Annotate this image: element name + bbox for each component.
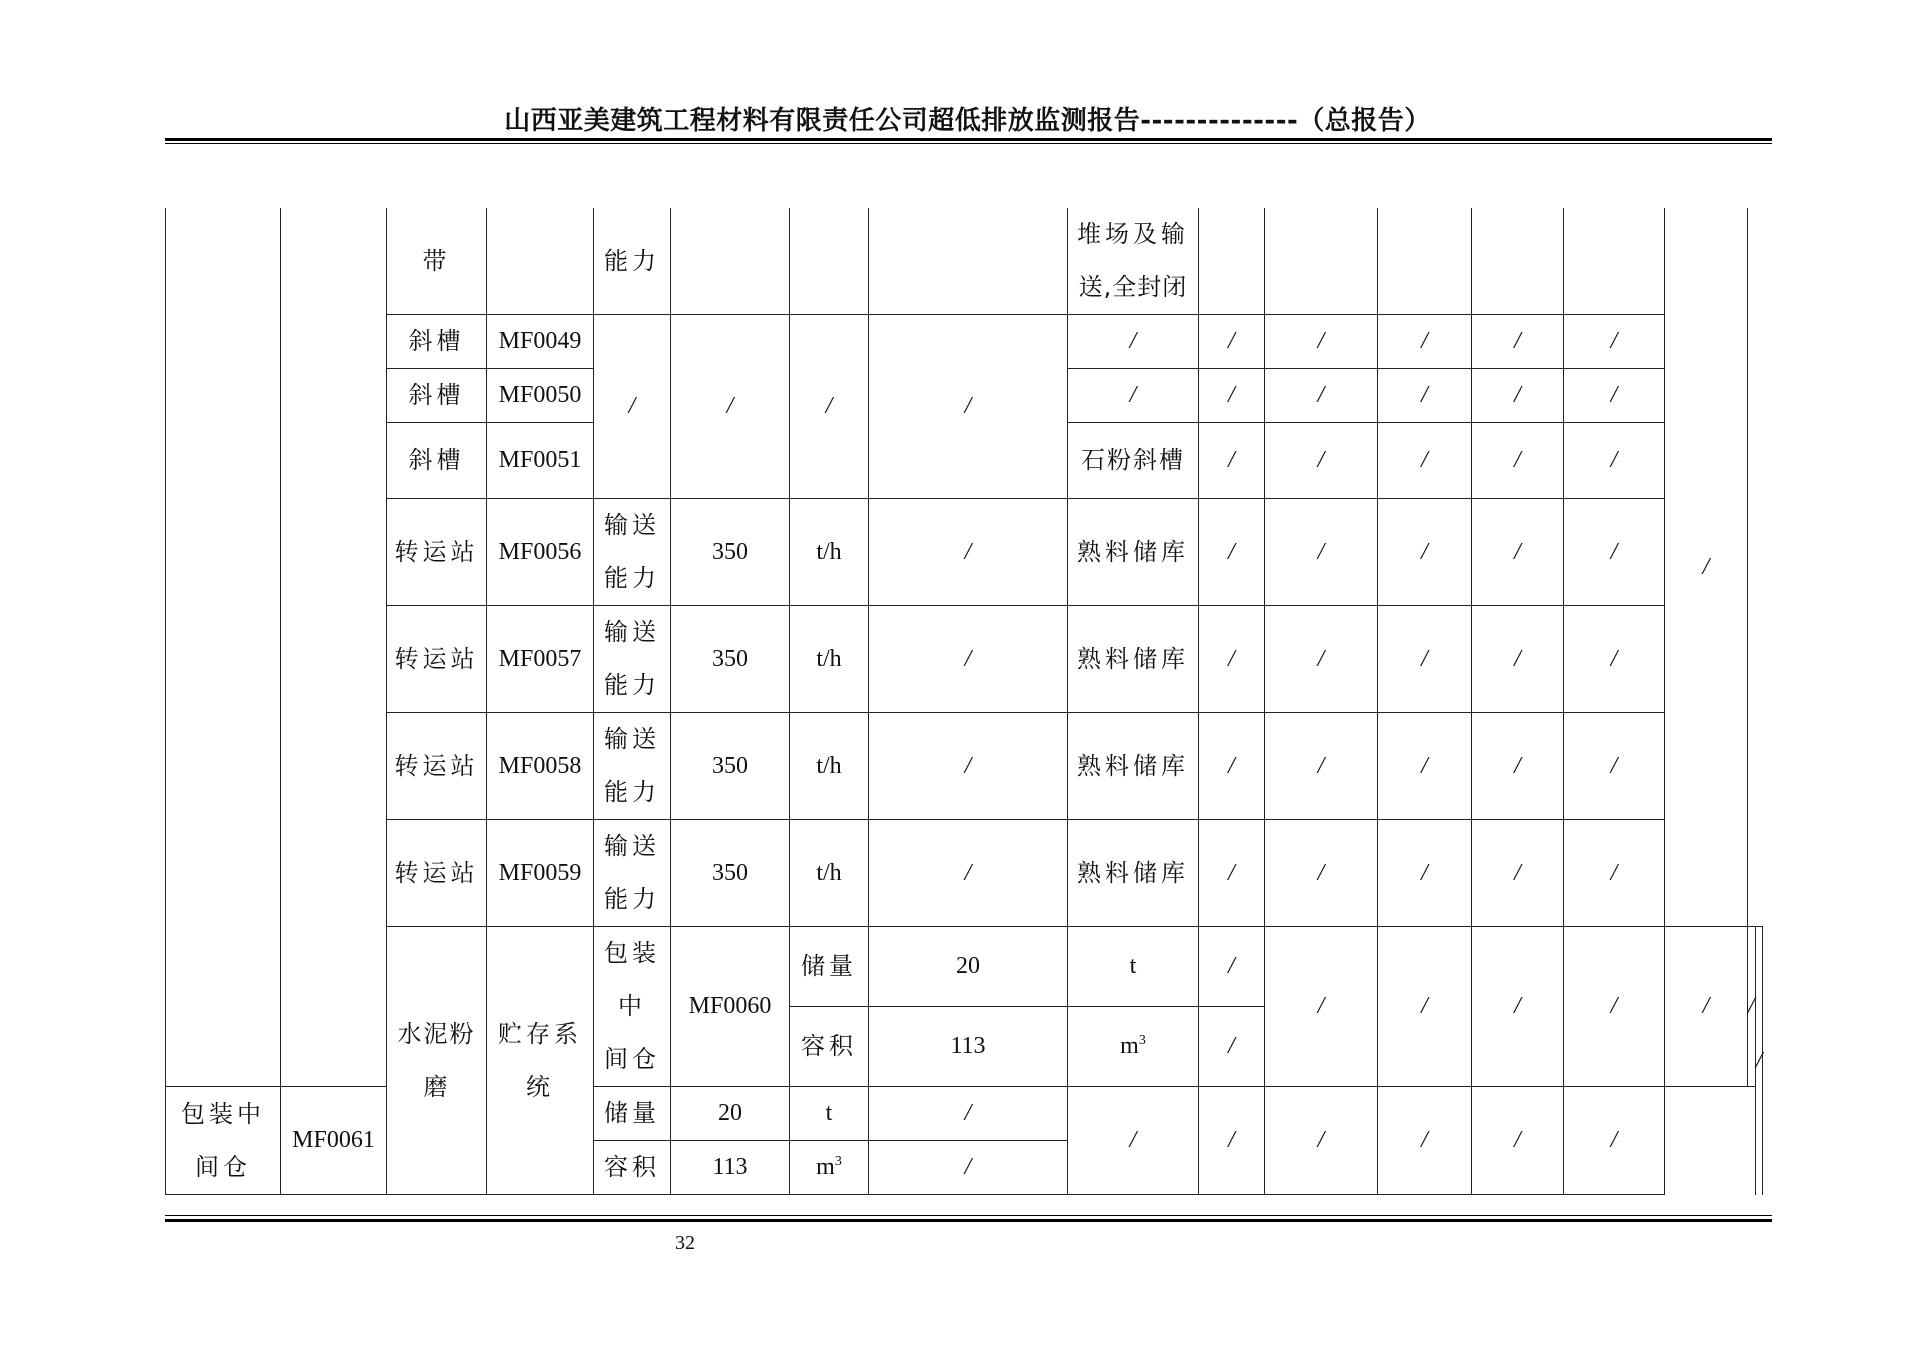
slash-cell: / (1265, 499, 1378, 606)
header-rule-thin (165, 143, 1772, 144)
bin-code: MF0061 (281, 1087, 387, 1195)
station-unit: t/h (790, 820, 869, 927)
slash-cell: / (1265, 315, 1378, 369)
unit-sup: 3 (1138, 1033, 1146, 1048)
station-unit: t/h (790, 606, 869, 713)
chute-code: MF0050 (487, 369, 594, 423)
bin-metric: 储量 (790, 927, 869, 1007)
chute-code: MF0049 (487, 315, 594, 369)
station-c8: / (869, 713, 1068, 820)
station-value: 350 (671, 713, 790, 820)
metric-line-1: 输送 (604, 832, 660, 860)
report-header-title: 山西亚美建筑工程材料有限责任公司超低排放监测报告--------------（总报告） (504, 106, 1431, 136)
slash-cell: / (1472, 369, 1564, 423)
metric-line-1: 输送 (604, 618, 660, 646)
station-value: 350 (671, 499, 790, 606)
note-cell (1068, 208, 1199, 315)
note-line-1: 堆场及输 (1077, 220, 1189, 248)
slash-cell: / (1472, 820, 1564, 927)
chute-value: / (671, 315, 790, 499)
chute-note: / (1068, 369, 1199, 423)
unit-base: m (816, 1154, 835, 1180)
last-col-merged (1665, 208, 1748, 927)
monitoring-table (165, 208, 1763, 1195)
slash-cell: / (1378, 315, 1472, 369)
bin-unit: t (1068, 927, 1199, 1007)
metric-line-2: 能力 (604, 778, 660, 806)
slash-cell: / (1199, 1087, 1265, 1195)
metric-line-1: 输送 (604, 725, 660, 753)
system-cell-storage (487, 927, 594, 1195)
unit-cell (790, 208, 869, 315)
station-note: 熟料储库 (1068, 606, 1199, 713)
station-metric (594, 606, 671, 713)
bin-value: 113 (869, 1007, 1068, 1087)
chute-metric: / (594, 315, 671, 499)
empty-cell (1199, 208, 1265, 315)
slash-cell: / (1265, 369, 1378, 423)
metric-line-2: 能力 (604, 564, 660, 592)
empty-cell (1265, 208, 1378, 315)
bin-metric: 容积 (594, 1141, 671, 1195)
slash-cell: / (1472, 927, 1564, 1087)
bin-value: 113 (671, 1141, 790, 1195)
metric-cell: 能力 (594, 208, 671, 315)
bin-code: MF0060 (671, 927, 790, 1087)
slash-cell: / (1199, 369, 1265, 423)
empty-cell (1472, 208, 1564, 315)
slash-cell: / (1564, 820, 1665, 927)
slash-cell: / (1265, 927, 1378, 1087)
station-code: MF0057 (487, 606, 594, 713)
chute-code: MF0051 (487, 423, 594, 499)
slash-cell: / (1378, 1087, 1472, 1195)
slash-cell: / (1378, 820, 1472, 927)
bin-metric: 容积 (790, 1007, 869, 1087)
note-line-2: 送,全封闭 (1078, 273, 1188, 301)
station-value: 350 (671, 606, 790, 713)
chute-c8: / (869, 315, 1068, 499)
station-c8: / (869, 820, 1068, 927)
slash-cell: / (1265, 423, 1378, 499)
metric-line-2: 能力 (604, 885, 660, 913)
station-note: 熟料储库 (1068, 499, 1199, 606)
slash-cell: / (1378, 606, 1472, 713)
bin-name-line-1: 包装中 (604, 939, 660, 1020)
slash-cell: / (1472, 423, 1564, 499)
slash-cell: / (1564, 606, 1665, 713)
system-line-1: 贮存系 (498, 1019, 582, 1048)
slash-cell: / (1199, 820, 1265, 927)
chute-note: / (1068, 315, 1199, 369)
slash-cell: / (1265, 820, 1378, 927)
unit-base: m (1120, 1033, 1139, 1059)
bin-c8: / (869, 1087, 1068, 1141)
slash-cell: / (1564, 423, 1665, 499)
footer-rule-thick (165, 1219, 1772, 1222)
bin-value: 20 (671, 1087, 790, 1141)
chute-note: 石粉斜槽 (1068, 423, 1199, 499)
chute-name: 斜槽 (387, 423, 487, 499)
station-metric (594, 499, 671, 606)
slash-cell: / (1265, 713, 1378, 820)
bin-name (594, 927, 671, 1087)
footer-rule-thin (165, 1215, 1772, 1216)
empty-cell (1564, 208, 1665, 315)
slash-cell: / (1564, 1087, 1665, 1195)
station-name: 转运站 (387, 713, 487, 820)
slash-cell: / (1199, 315, 1265, 369)
slash-cell: / (1378, 423, 1472, 499)
slash-cell: / (1472, 1087, 1564, 1195)
empty-cell (1378, 208, 1472, 315)
station-unit: t/h (790, 713, 869, 820)
bin-c8: / (869, 1141, 1068, 1195)
slash-mark: / (1702, 554, 1710, 580)
value-cell (671, 208, 790, 315)
bin-unit: t (790, 1087, 869, 1141)
slash-cell: / (1378, 927, 1472, 1087)
station-value: 350 (671, 820, 790, 927)
system-line-2: 统 (526, 1072, 554, 1101)
slash-cell: / (1564, 369, 1665, 423)
station-code: MF0056 (487, 499, 594, 606)
slash-cell: / (1472, 606, 1564, 713)
slash-cell: / (1068, 1087, 1199, 1195)
slash-cell: / (1564, 927, 1665, 1087)
slash-cell: / (1265, 606, 1378, 713)
bin-metric: 储量 (594, 1087, 671, 1141)
slash-mark: / (1755, 1047, 1763, 1074)
slash-cell: / (1748, 927, 1756, 1087)
slash-cell: / (1199, 713, 1265, 820)
bin-name-line-1: 包装中 (181, 1099, 265, 1128)
bin-value: 20 (869, 927, 1068, 1007)
slash-cell: / (1199, 423, 1265, 499)
system-cell-continued (281, 208, 387, 1087)
slash-cell: / (1564, 315, 1665, 369)
bin-c8: / (1199, 927, 1265, 1007)
slash-cell: / (1378, 499, 1472, 606)
station-note: 熟料储库 (1068, 820, 1199, 927)
slash-cell: / (1665, 927, 1748, 1087)
slash-cell: / (1265, 1087, 1378, 1195)
station-name: 转运站 (387, 499, 487, 606)
station-note: 熟料储库 (1068, 713, 1199, 820)
slash-cell: / (1472, 499, 1564, 606)
slash-cell: / (1378, 713, 1472, 820)
slash-cell: / (1564, 713, 1665, 820)
bin-c8: / (1199, 1007, 1265, 1087)
last-col-merged-cement (1755, 927, 1763, 1195)
slash-cell: / (1472, 713, 1564, 820)
page-number: 32 (675, 1232, 695, 1254)
station-unit: t/h (790, 499, 869, 606)
station-code: MF0059 (487, 820, 594, 927)
station-name: 转运站 (387, 606, 487, 713)
slash-cell: / (1199, 499, 1265, 606)
station-name: 转运站 (387, 820, 487, 927)
station-metric (594, 820, 671, 927)
chute-unit: / (790, 315, 869, 499)
bin-unit (1068, 1007, 1199, 1087)
station-metric (594, 713, 671, 820)
slash-cell: / (1378, 369, 1472, 423)
bin-name (166, 1087, 281, 1195)
device-name-cell: 带 (387, 208, 487, 315)
slash-cell: / (1472, 315, 1564, 369)
metric-line-2: 能力 (604, 671, 660, 699)
section-cell-continued (166, 208, 281, 1087)
slash-cell: / (1564, 499, 1665, 606)
station-c8: / (869, 499, 1068, 606)
device-code-cell (487, 208, 594, 315)
slash-cell: / (1199, 606, 1265, 713)
station-code: MF0058 (487, 713, 594, 820)
bin-unit (790, 1141, 869, 1195)
unit-sup: 3 (834, 1154, 842, 1169)
section-cell-cement: 水泥粉磨 (387, 927, 487, 1195)
chute-name: 斜槽 (387, 315, 487, 369)
chute-name: 斜槽 (387, 369, 487, 423)
station-c8: / (869, 606, 1068, 713)
bin-name-line-2: 间仓 (604, 1045, 660, 1073)
header-rule-thick (165, 138, 1772, 141)
metric-line-1: 输送 (604, 511, 660, 539)
c8-cell (869, 208, 1068, 315)
bin-name-line-2: 间仓 (195, 1152, 251, 1181)
